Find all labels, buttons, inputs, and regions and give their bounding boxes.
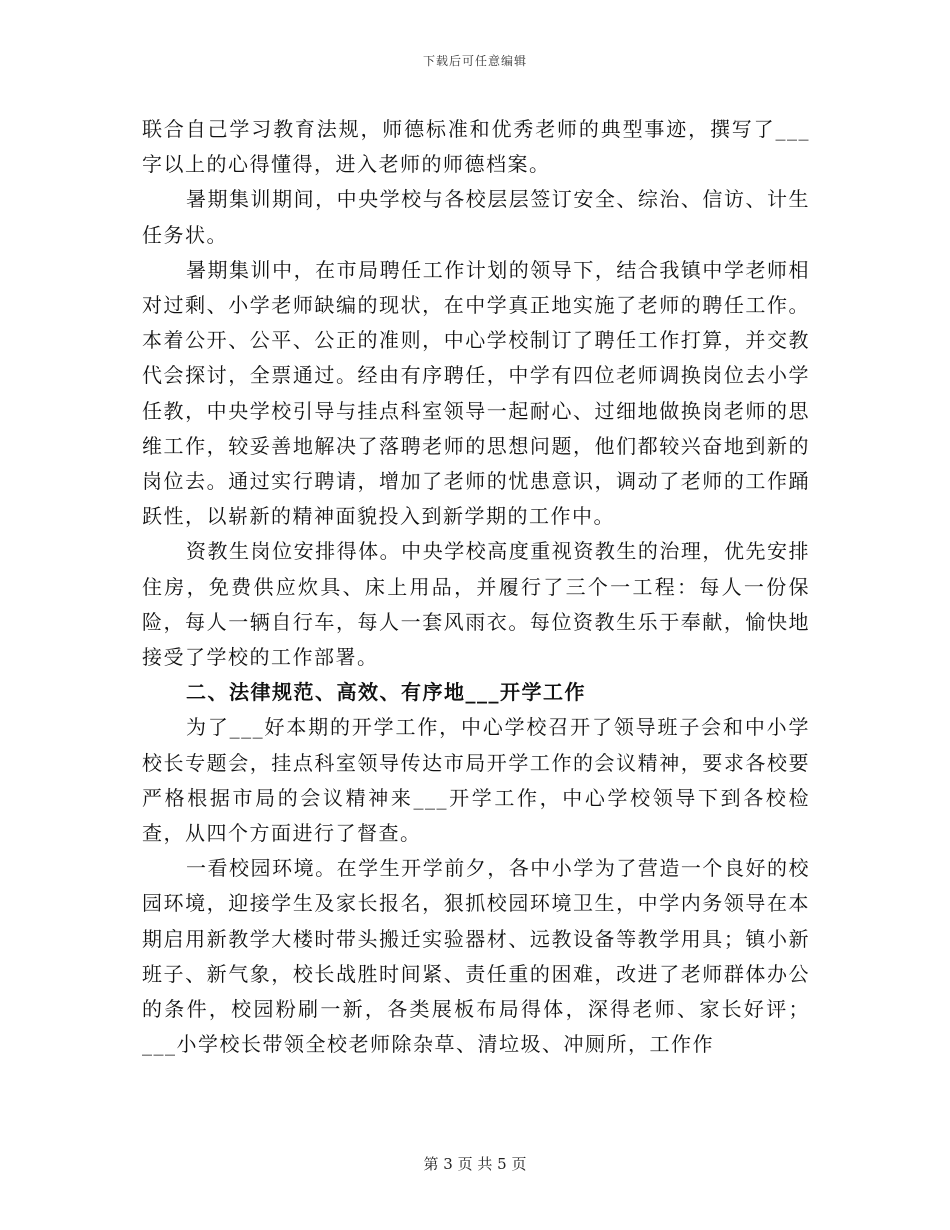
section-heading: 二、法律规范、高效、有序地___开学工作 xyxy=(186,680,586,705)
paragraph-volunteer-teachers: 资教生岗位安排得体。中央学校高度重视资教生的治理，优先安排住房，免费供应炊具、床上用品，并履行了三个一工程：每人一份保险，每人一辆自行车，每人一套风雨衣。每位资教生乐于奉献，愉快地接受了学校的工作部署。 xyxy=(142,539,810,670)
paragraph-teacher-hiring: 暑期集训中，在市局聘任工作计划的领导下，结合我镇中学老师相对过剩、小学老师缺编的现状，在中学真正地实施了老师的聘任工作。本着公开、公平、公正的准则，中心学校制订了聘任工作打算，并交教代会探讨，全票通过。经由有序聘任，中学有四位老师调换岗位去小学任教，中央学校引导与挂点科室领导一起耐心、过细地做换岗老师的思维工作，较妥善地解决了落聘老师的思想问题，他们都较兴奋地到新的岗位去。通过实行聘请，增加了老师的忧患意识，调动了老师的工作踊跃性，以崭新的精神面貌投入到新学期的工作中。 xyxy=(142,257,810,529)
page-header: 下载后可任意编辑 xyxy=(422,54,527,68)
page-number: 第 3 页 共 5 页 xyxy=(423,1155,527,1173)
paragraph-safety-contracts: 暑期集训期间，中央学校与各校层层签订安全、综治、信访、计生任务状。 xyxy=(142,187,810,247)
paragraph-continuation: 联合自己学习教育法规，师德标准和优秀老师的典型事迹，撰写了___字以上的心得懂得，进入老师的师德档案。 xyxy=(142,117,810,177)
paragraph-school-opening: 为了___好本期的开学工作，中心学校召开了领导班子会和中小学校长专题会，挂点科室领导传达市局开学工作的会议精神，要求各校要严格根据市局的会议精神来___开学工作，中心学校领导下到各校检查，从四个方面进行了督查。 xyxy=(142,715,810,846)
document-body xyxy=(142,112,810,1062)
paragraph-campus-environment: 一看校园环境。在学生开学前夕，各中小学为了营造一个良好的校园环境，迎接学生及家长报名，狠抓校园环境卫生，中学内务领导在本期启用新教学大楼时带头搬迁实验器材、远教设备等教学用具；镇小新班子、新气象，校长战胜时间紧、责任重的困难，改进了老师群体办公的条件，校园粉刷一新，各类展板布局得体，深得老师、家长好评；___小学校长带领全校老师除杂草、清垃圾、冲厕所，工作作 xyxy=(142,856,810,1057)
